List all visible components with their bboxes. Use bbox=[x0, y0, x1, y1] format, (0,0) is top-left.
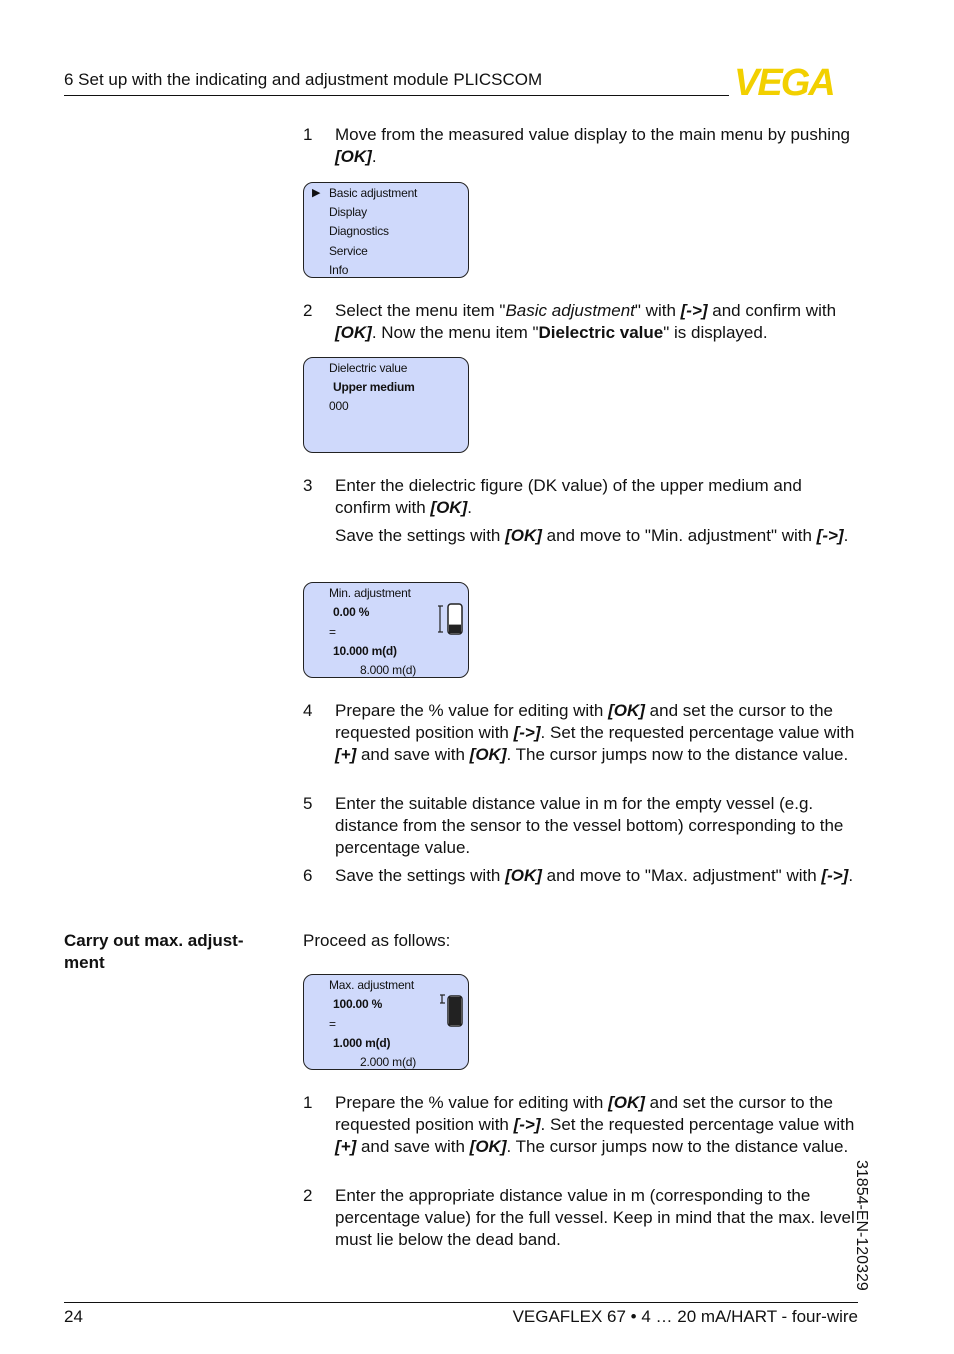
step-number: 1 bbox=[303, 1093, 313, 1112]
menu-item: Display bbox=[329, 205, 367, 219]
lcd-main-menu bbox=[303, 182, 469, 278]
lcd-min-adjustment bbox=[303, 582, 469, 678]
vessel-empty-icon bbox=[438, 602, 466, 638]
step-text: Prepare the % value for editing with [OK] and set the cursor to the requested position with [->]. Set the requested percentage value with [+] and save with [OK]. The cursor jumps now to the distance value. bbox=[335, 701, 855, 764]
vessel-full-icon bbox=[438, 994, 466, 1030]
lcd-measured: 2.000 m(d) bbox=[360, 1055, 417, 1069]
step-text: Save the settings with [OK] and move to "Max. adjustment" with [->]. bbox=[335, 866, 854, 885]
menu-item: Info bbox=[329, 263, 349, 277]
selection-arrow-icon: ▶ bbox=[312, 187, 321, 199]
step-text: Move from the measured value display to the main menu by pushing [OK]. bbox=[335, 125, 850, 166]
step-number: 2 bbox=[303, 1186, 313, 1205]
step-text: Prepare the % value for editing with [OK] and set the cursor to the requested position with [->]. Set the requested percentage value with [+] and save with [OK]. The cursor jumps now to the distance value. bbox=[335, 1093, 855, 1156]
lcd-dielectric-value bbox=[303, 357, 469, 453]
lcd-number: 000 bbox=[329, 399, 349, 413]
lcd-title: Dielectric value bbox=[329, 361, 408, 375]
step-number: 6 bbox=[303, 866, 313, 885]
section-header: 6 Set up with the indicating and adjustment module PLICSCOM bbox=[64, 70, 543, 89]
vega-logo bbox=[734, 64, 858, 98]
header-rule bbox=[64, 95, 729, 96]
step-number: 5 bbox=[303, 794, 313, 813]
document-number: 31854-EN-120329 bbox=[853, 1160, 870, 1291]
lcd-title: Min. adjustment bbox=[329, 586, 411, 600]
step-text: Enter the appropriate distance value in m (corresponding to the percentage value) for the full vessel. Keep in mind that the max. level must lie below the dead band. bbox=[335, 1186, 855, 1249]
step-number: 4 bbox=[303, 701, 313, 720]
menu-item: Diagnostics bbox=[329, 224, 389, 238]
lcd-value: Upper medium bbox=[333, 380, 415, 394]
step-number: 2 bbox=[303, 301, 313, 320]
step-text: Save the settings with [OK] and move to "Min. adjustment" with [->]. bbox=[335, 526, 849, 545]
lcd-max-adjustment bbox=[303, 974, 469, 1070]
step-text: Select the menu item "Basic adjustment" with [->] and confirm with [OK]. Now the menu item "Dielectric value" is displayed. bbox=[335, 301, 837, 342]
page-number: 24 bbox=[64, 1307, 83, 1326]
lcd-measured: 8.000 m(d) bbox=[360, 663, 417, 677]
lcd-percent: 100.00 % bbox=[333, 997, 383, 1011]
margin-heading-max-adjustment: Carry out max. adjust- ment bbox=[64, 931, 244, 972]
lcd-distance: 1.000 m(d) bbox=[333, 1036, 391, 1050]
lcd-distance: 10.000 m(d) bbox=[333, 644, 397, 658]
intro-text: Proceed as follows: bbox=[303, 931, 451, 950]
menu-item: Basic adjustment bbox=[329, 186, 418, 200]
step-number: 1 bbox=[303, 125, 313, 144]
step-text: Enter the dielectric figure (DK value) of the upper medium and confirm with [OK]. bbox=[335, 476, 802, 517]
footer-rule bbox=[64, 1302, 858, 1303]
logo-text: VEGA bbox=[734, 64, 834, 98]
lcd-percent: 0.00 % bbox=[333, 605, 370, 619]
step-number: 3 bbox=[303, 476, 313, 495]
menu-item: Service bbox=[329, 244, 368, 258]
lcd-equals: = bbox=[329, 625, 336, 639]
lcd-title: Max. adjustment bbox=[329, 978, 415, 992]
lcd-equals: = bbox=[329, 1017, 336, 1031]
step-text: Enter the suitable distance value in m for the empty vessel (e.g. distance from the sensor to the vessel bottom) corresponding to the percentage value. bbox=[335, 794, 844, 857]
footer-product: VEGAFLEX 67 • 4 … 20 mA/HART - four-wire bbox=[512, 1307, 858, 1326]
